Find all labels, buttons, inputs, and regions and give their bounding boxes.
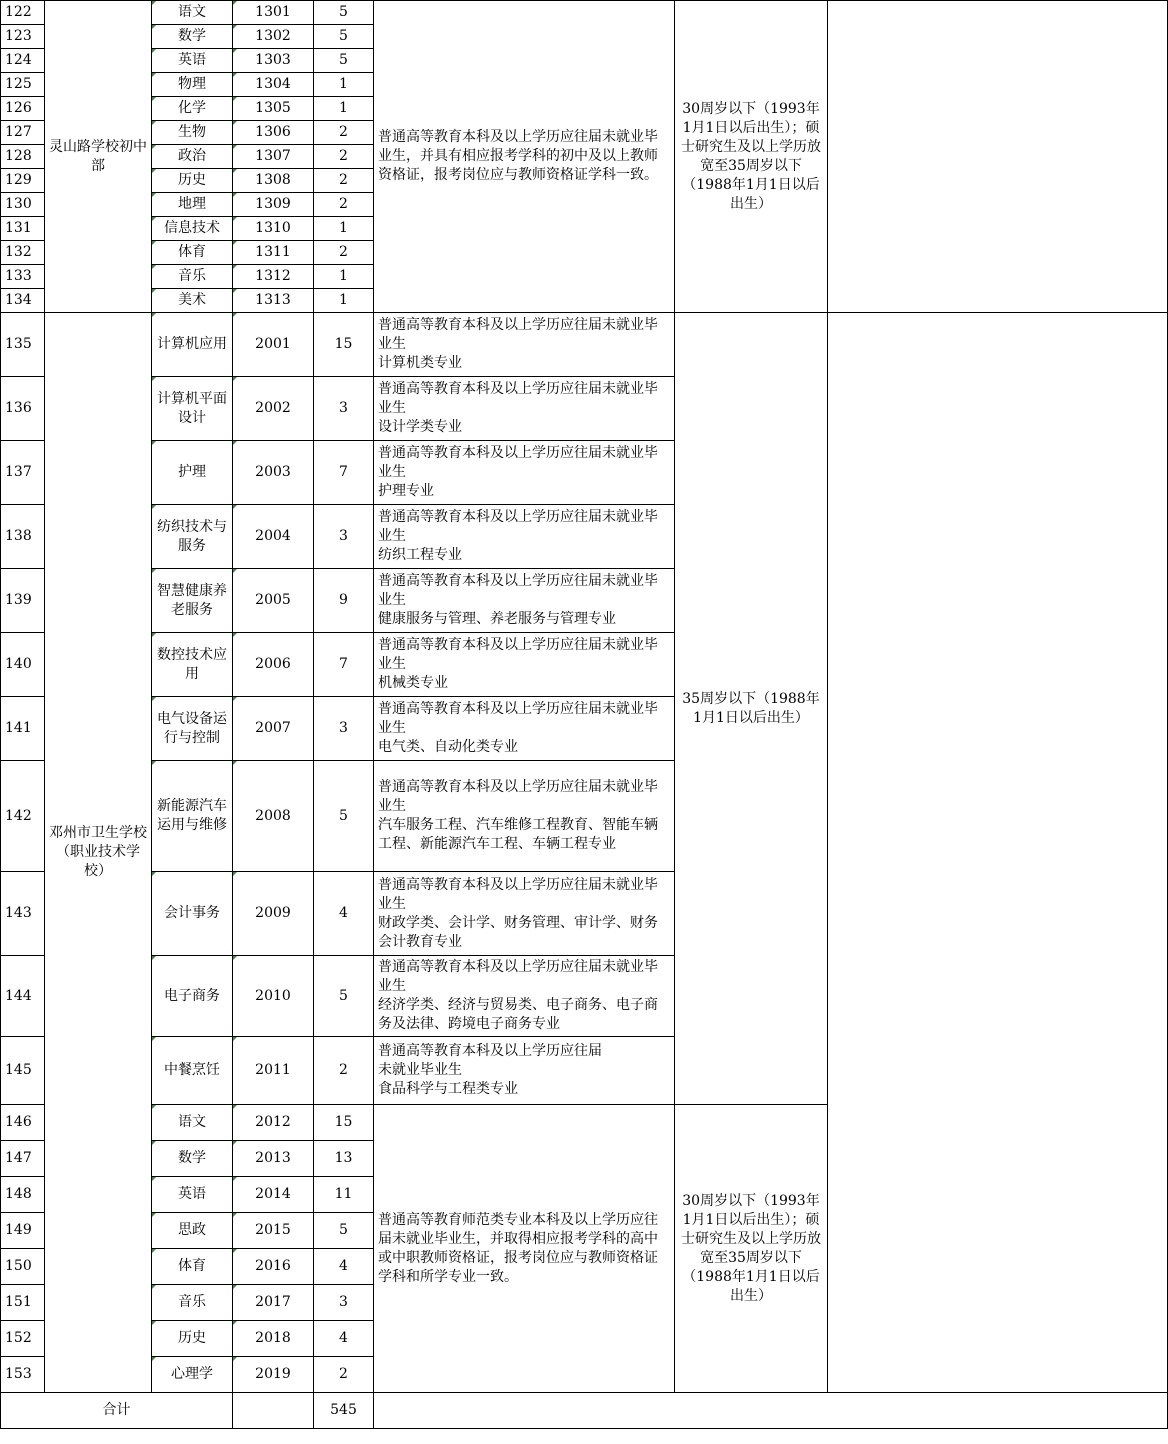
table-row: [1, 313, 1168, 377]
hire-count-cell: 15: [314, 1105, 374, 1141]
row-number-cell: 130: [1, 193, 45, 217]
subject-cell: 语文: [152, 1, 233, 25]
subject-cell: 计算机平面设计: [152, 377, 233, 441]
hire-count-cell: 2: [314, 169, 374, 193]
position-code-cell: 1310: [233, 217, 314, 241]
position-code-cell: 2005: [233, 569, 314, 633]
row-number-cell: 126: [1, 97, 45, 121]
subject-cell: 信息技术: [152, 217, 233, 241]
total-label-cell: 合计: [1, 1393, 233, 1429]
requirement-education: 普通高等教育本科及以上学历应往届 未就业毕业生: [378, 1043, 602, 1078]
hire-count-cell: 3: [314, 1285, 374, 1321]
requirement-major: 护理专业: [378, 483, 434, 499]
requirement-education: 普通高等教育本科及以上学历应往届未就业毕业生: [378, 509, 658, 544]
hire-count-cell: 3: [314, 697, 374, 761]
hire-count-cell: 1: [314, 265, 374, 289]
position-code-cell: 1301: [233, 1, 314, 25]
requirement-major: 财政学类、会计学、财务管理、审计学、财务会计教育专业: [378, 914, 658, 950]
subject-cell: 电气设备运行与控制: [152, 697, 233, 761]
row-number-cell: 127: [1, 121, 45, 145]
requirement-major: 经济学类、经济与贸易类、电子商务、电子商务及法律、跨境电子商务专业: [378, 997, 658, 1032]
row-number-cell: 139: [1, 569, 45, 633]
requirement-major: 电气类、自动化类专业: [378, 739, 518, 755]
hire-count-cell: 7: [314, 441, 374, 505]
total-remarks-cell: [374, 1393, 1168, 1429]
row-number-cell: 124: [1, 49, 45, 73]
position-code-cell: 2014: [233, 1177, 314, 1213]
row-number-cell: 152: [1, 1321, 45, 1357]
position-code-cell: 1311: [233, 241, 314, 265]
position-code-cell: 2018: [233, 1321, 314, 1357]
requirement-education: 普通高等教育本科及以上学历应往届未就业毕业生: [378, 445, 658, 480]
total-empty-cell: [233, 1393, 314, 1429]
subject-cell: 数控技术应用: [152, 633, 233, 697]
position-code-cell: 1303: [233, 49, 314, 73]
requirement-major: 计算机类专业: [378, 355, 462, 371]
hire-count-cell: 4: [314, 872, 374, 956]
requirement-major: 汽车服务工程、汽车维修工程教育、智能车辆工程、新能源汽车工程、车辆工程专业: [378, 817, 658, 852]
requirement-cell: [374, 761, 675, 872]
requirement-major: 设计学类专业: [378, 419, 462, 435]
requirement-cell: [374, 505, 675, 569]
row-number-cell: 136: [1, 377, 45, 441]
unit-name-cell: 灵山路学校初中部: [45, 1, 152, 313]
hire-count-cell: 2: [314, 145, 374, 169]
subject-cell: 智慧健康养老服务: [152, 569, 233, 633]
row-number-cell: 149: [1, 1213, 45, 1249]
requirement-cell: 普通高等教育师范类专业本科及以上学历应往届未就业毕业生，并取得相应报考学科的高中或中职教师资格证，报考岗位应与教师资格证学科和所学专业一致。: [374, 1105, 675, 1393]
subject-cell: 英语: [152, 1177, 233, 1213]
hire-count-cell: 1: [314, 97, 374, 121]
hire-count-cell: 5: [314, 1, 374, 25]
subject-cell: 语文: [152, 1105, 233, 1141]
subject-cell: 中餐烹饪: [152, 1037, 233, 1105]
hire-count-cell: 3: [314, 377, 374, 441]
requirement-cell: [374, 1037, 675, 1105]
remarks-cell: [828, 313, 1168, 1393]
row-number-cell: 143: [1, 872, 45, 956]
position-code-cell: 2004: [233, 505, 314, 569]
hire-count-cell: 2: [314, 121, 374, 145]
row-number-cell: 144: [1, 956, 45, 1037]
row-number-cell: 135: [1, 313, 45, 377]
row-number-cell: 131: [1, 217, 45, 241]
requirement-education: 普通高等教育本科及以上学历应往届未就业毕业生: [378, 779, 658, 814]
row-number-cell: 151: [1, 1285, 45, 1321]
requirement-education: 普通高等教育本科及以上学历应往届未就业毕业生: [378, 317, 658, 352]
position-code-cell: 2016: [233, 1249, 314, 1285]
position-code-cell: 1307: [233, 145, 314, 169]
hire-count-cell: 5: [314, 49, 374, 73]
row-number-cell: 122: [1, 1, 45, 25]
age-limit-cell: 35周岁以下（1988年1月1日以后出生）: [675, 313, 828, 1105]
subject-cell: 新能源汽车运用与维修: [152, 761, 233, 872]
hire-count-cell: 4: [314, 1321, 374, 1357]
row-number-cell: 132: [1, 241, 45, 265]
requirement-cell: 普通高等教育本科及以上学历应往届未就业毕业生，并具有相应报考学科的初中及以上教师资格证，报考岗位应与教师资格证学科一致。: [374, 1, 675, 313]
position-code-cell: 2015: [233, 1213, 314, 1249]
hire-count-cell: 2: [314, 241, 374, 265]
row-number-cell: 133: [1, 265, 45, 289]
hire-count-cell: 5: [314, 1213, 374, 1249]
requirement-education: 普通高等教育本科及以上学历应往届未就业毕业生: [378, 959, 658, 994]
row-number-cell: 129: [1, 169, 45, 193]
hire-count-cell: 5: [314, 25, 374, 49]
position-code-cell: 1302: [233, 25, 314, 49]
requirement-education: 普通高等教育本科及以上学历应往届未就业毕业生: [378, 573, 658, 608]
total-row: [1, 1393, 1168, 1429]
requirement-cell: [374, 956, 675, 1037]
hire-count-cell: 2: [314, 1037, 374, 1105]
row-number-cell: 142: [1, 761, 45, 872]
position-code-cell: 2011: [233, 1037, 314, 1105]
position-code-cell: 2008: [233, 761, 314, 872]
row-number-cell: 140: [1, 633, 45, 697]
row-number-cell: 128: [1, 145, 45, 169]
hire-count-cell: 5: [314, 761, 374, 872]
subject-cell: 地理: [152, 193, 233, 217]
hire-count-cell: 1: [314, 217, 374, 241]
subject-cell: 政治: [152, 145, 233, 169]
position-code-cell: 1304: [233, 73, 314, 97]
hire-count-cell: 2: [314, 193, 374, 217]
age-limit-cell: 30周岁以下（1993年1月1日以后出生）；硕士研究生及以上学历放宽至35周岁以下（1988年1月1日以后出生）: [675, 1105, 828, 1393]
position-code-cell: 1308: [233, 169, 314, 193]
row-number-cell: 153: [1, 1357, 45, 1393]
hire-count-cell: 1: [314, 289, 374, 313]
hire-count-cell: 4: [314, 1249, 374, 1285]
row-number-cell: 145: [1, 1037, 45, 1105]
requirement-education: 普通高等教育本科及以上学历应往届未就业毕业生: [378, 381, 658, 416]
subject-cell: 生物: [152, 121, 233, 145]
position-code-cell: 1312: [233, 265, 314, 289]
hire-count-cell: 7: [314, 633, 374, 697]
position-code-cell: 2017: [233, 1285, 314, 1321]
position-code-cell: 2002: [233, 377, 314, 441]
requirement-cell: [374, 569, 675, 633]
requirement-cell: [374, 872, 675, 956]
position-code-cell: 2007: [233, 697, 314, 761]
requirement-cell: [374, 633, 675, 697]
hire-count-cell: 15: [314, 313, 374, 377]
age-limit-cell: 30周岁以下（1993年1月1日以后出生）；硕士研究生及以上学历放宽至35周岁以下（1988年1月1日以后出生）: [675, 1, 828, 313]
position-code-cell: 2010: [233, 956, 314, 1037]
subject-cell: 英语: [152, 49, 233, 73]
requirement-education: 普通高等教育本科及以上学历应往届未就业毕业生: [378, 701, 658, 736]
subject-cell: 数学: [152, 1141, 233, 1177]
subject-cell: 会计事务: [152, 872, 233, 956]
hire-count-cell: 9: [314, 569, 374, 633]
position-code-cell: 1313: [233, 289, 314, 313]
position-code-cell: 2003: [233, 441, 314, 505]
requirement-cell: [374, 441, 675, 505]
hire-count-cell: 3: [314, 505, 374, 569]
remarks-cell: [828, 1, 1168, 313]
subject-cell: 电子商务: [152, 956, 233, 1037]
subject-cell: 物理: [152, 73, 233, 97]
hire-count-cell: 11: [314, 1177, 374, 1213]
subject-cell: 心理学: [152, 1357, 233, 1393]
subject-cell: 化学: [152, 97, 233, 121]
row-number-cell: 134: [1, 289, 45, 313]
position-code-cell: 2012: [233, 1105, 314, 1141]
row-number-cell: 137: [1, 441, 45, 505]
subject-cell: 体育: [152, 241, 233, 265]
subject-cell: 数学: [152, 25, 233, 49]
requirement-cell: [374, 313, 675, 377]
position-code-cell: 2001: [233, 313, 314, 377]
position-code-cell: 2009: [233, 872, 314, 956]
hire-count-cell: 1: [314, 73, 374, 97]
position-code-cell: 2013: [233, 1141, 314, 1177]
subject-cell: 思政: [152, 1213, 233, 1249]
hire-count-cell: 5: [314, 956, 374, 1037]
row-number-cell: 141: [1, 697, 45, 761]
subject-cell: 音乐: [152, 265, 233, 289]
requirement-cell: [374, 377, 675, 441]
table-body: [1, 1, 1168, 1429]
requirement-major: 健康服务与管理、养老服务与管理专业: [378, 611, 616, 627]
hire-count-cell: 13: [314, 1141, 374, 1177]
row-number-cell: 147: [1, 1141, 45, 1177]
requirement-major: 纺织工程专业: [378, 547, 462, 563]
table-row: [1, 1, 1168, 25]
subject-cell: 历史: [152, 1321, 233, 1357]
position-code-cell: 1309: [233, 193, 314, 217]
position-code-cell: 2019: [233, 1357, 314, 1393]
position-code-cell: 1306: [233, 121, 314, 145]
requirement-cell: [374, 697, 675, 761]
position-code-cell: 1305: [233, 97, 314, 121]
position-code-cell: 2006: [233, 633, 314, 697]
subject-cell: 计算机应用: [152, 313, 233, 377]
subject-cell: 纺织技术与服务: [152, 505, 233, 569]
row-number-cell: 123: [1, 25, 45, 49]
requirement-education: 普通高等教育本科及以上学历应往届未就业毕业生: [378, 637, 658, 672]
requirement-major: 机械类专业: [378, 675, 448, 691]
row-number-cell: 138: [1, 505, 45, 569]
subject-cell: 护理: [152, 441, 233, 505]
requirement-major: 食品科学与工程类专业: [378, 1081, 518, 1097]
total-count-cell: 545: [314, 1393, 374, 1429]
unit-name-cell: 邓州市卫生学校（职业技术学校）: [45, 313, 152, 1393]
row-number-cell: 150: [1, 1249, 45, 1285]
subject-cell: 美术: [152, 289, 233, 313]
subject-cell: 体育: [152, 1249, 233, 1285]
subject-cell: 音乐: [152, 1285, 233, 1321]
row-number-cell: 146: [1, 1105, 45, 1141]
requirement-education: 普通高等教育本科及以上学历应往届未就业毕业生: [378, 876, 658, 912]
row-number-cell: 125: [1, 73, 45, 97]
row-number-cell: 148: [1, 1177, 45, 1213]
subject-cell: 历史: [152, 169, 233, 193]
hire-count-cell: 2: [314, 1357, 374, 1393]
